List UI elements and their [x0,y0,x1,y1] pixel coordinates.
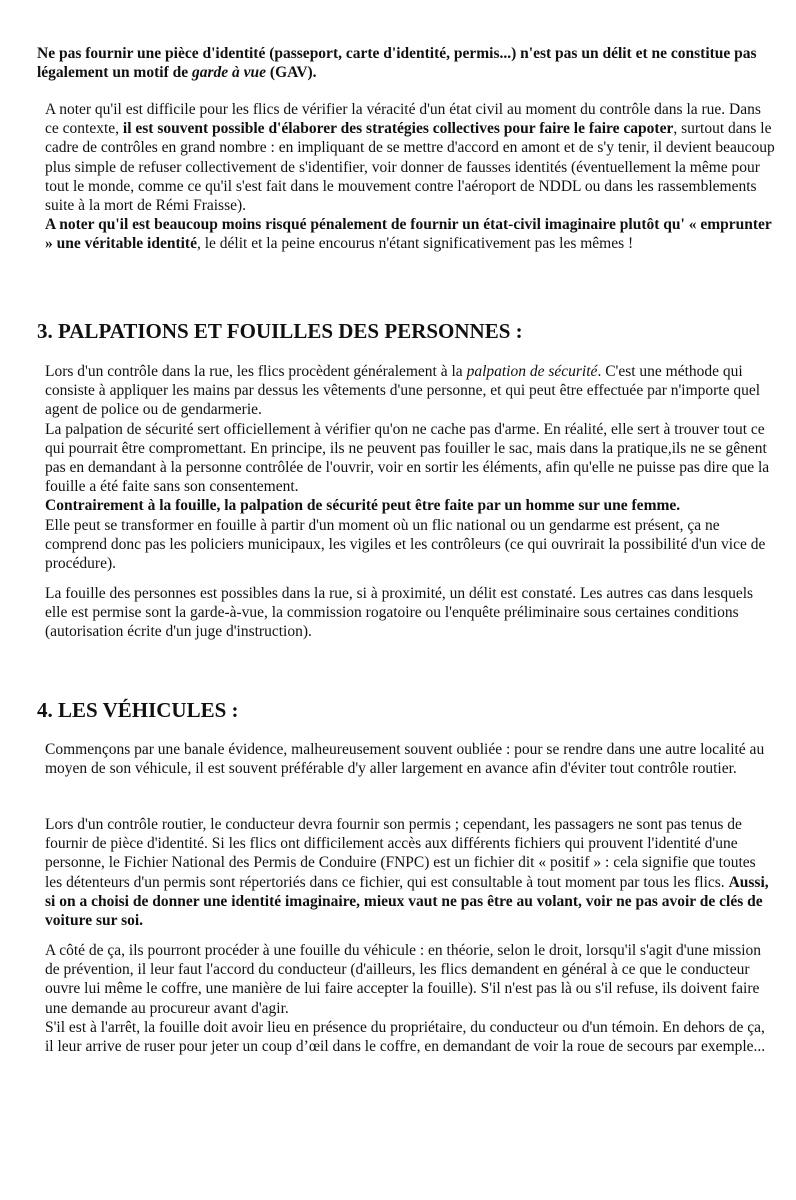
text: La palpation de sécurité sert officiellement à vérifier qu'on ne cache pas d'arme. En réalité, elle sert à trouver tout ce qui pourrait être compromettant. En principe, ils ne peuvent pas fouiller le sac, mais dans la pratique,ils ne se gênent pas en demandant à la personne contrôlée de l'ouvrir, voir en sortir les éléments, afin qu'elle ne puisse pas dire que la fouille a été faite sans son consentement. [45,420,770,496]
text: A côté de ça, ils pourront procéder à une fouille du véhicule : en théorie, selon le droit, lorsqu'il s'agit d'une mission de prévention, il leur faut l'accord du conducteur (d'ailleurs, les flics demandent en général à ce que le conducteur ouvre lui même le coffre, une manière de lui faire accepter la fouille). S'il n'est pas là ou s'il refuse, ils doivent faire une demande au procureur avant d'agir. [45,942,762,1017]
text: Lors d'un contrôle routier, le conducteur devra fournir son permis ; cependant, les passagers ne sont pas tenus de fournir de pièce d'identité. Si les flics ont difficilement accès aux différents fichiers qui prouvent l'identité d'une personne, le Fichier National des Permis de Conduire (FNPC) est un fichier dit « positif » : cela signifie que toutes les détenteurs d'un permis sont répertoriés dans ce fichier, qui est consultable à tout moment par tous les flics. [45,816,756,891]
text: Elle peut se transformer en fouille à partir d'un moment où un flic national ou un gendarme est présent, ça ne comprend donc pas les policiers municipaux, les vigiles et les contrôleurs (ce qui ouvrirait la possibilité d'un vice de procédure). [45,516,766,573]
section-4-paragraph-3 [45,941,775,1056]
bold-text: Aussi, si on a choisi de donner une identité imaginaire, mieux vaut ne pas être au volant, voir ne pas avoir de clés de voiture sur soi. [45,873,769,930]
intro-text: Ne pas fournir une pièce d'identité (passeport, carte d'identité, permis...) n'est pas un délit et ne constitue pas légalement un motif de [37,45,757,81]
section-3-paragraph-2: La fouille des personnes est possibles dans la rue, si à proximité, un délit est constaté. Les autres cas dans lesquels elle est permise sont la garde-à-vue, la commission rogatoire ou l'enquête préliminaire sous certaines conditions (autorisation écrite d'un juge d'instruction). [45,585,754,641]
text: A noter qu'il est difficile pour les flics de vérifier la véracité d'un état civil au moment du contrôle dans la rue. Dans ce contexte, [45,101,761,138]
bold-text: il est souvent possible d'élaborer des stratégies collectives pour faire le faire capoter [122,120,674,138]
bold-text: Contrairement à la fouille, la palpation de sécurité peut être faite par un homme sur une femme. [45,497,681,515]
bold-text: A noter qu'il est beaucoup moins risqué pénalement de fournir un état-civil imaginaire plutôt qu' « emprunter » une véritable identité [45,216,772,253]
section-3-paragraph-1 [45,362,775,573]
intro-italic-term: garde à vue [191,64,267,81]
section-4-paragraph-1: Commençons par une banale évidence, malheureusement souvent oubliée : pour se rendre dans une autre localité au moyen de son véhicule, il est souvent préférable d'y aller largement en avance afin d'éviter tout contrôle routier. [45,741,765,778]
section-4-paragraph-2 [45,815,775,930]
text: S'il est à l'arrêt, la fouille doit avoir lieu en présence du propriétaire, du conducteur ou d'un témoin. En dehors de ça, il leur arrive de ruser pour jeter un coup d’œil dans le coffre, en demandant de voir la roue de secours par exemple... [45,1018,766,1056]
section-4-heading: 4. LES VÉHICULES : [37,698,239,722]
text: . C'est une méthode qui consiste à appliquer les mains par dessus les vêtements d'une personne, et qui peut être effectuée par n'importe quel agent de police ou de gendarmerie. [45,363,761,419]
intro-statement [37,44,767,82]
text: , surtout dans le cadre de contrôles en grand nombre : en impliquant de se mettre d'accord en amont et de s'y tenir, il devient beaucoup plus simple de refuser collectivement de s'identifier, voir donner de fausses identités (éventuellement la même pour tout le monde, comme ce qu'il s'est fait dans le mouvement contre l'aéroport de NDDL ou dans les rassemblements suite à la mort de Rémi Fraisse). [45,120,775,215]
text: Lors d'un contrôle dans la rue, les flics procèdent généralement à la [45,363,467,380]
italic-term: palpation de sécurité [466,363,598,380]
text: , le délit et la peine encourus n'étant significativement pas les mêmes ! [196,235,634,253]
section-3-heading: 3. PALPATIONS ET FOUILLES DES PERSONNES : [37,319,523,343]
intro-text-end: (GAV). [266,64,317,81]
identity-paragraph [45,100,775,254]
